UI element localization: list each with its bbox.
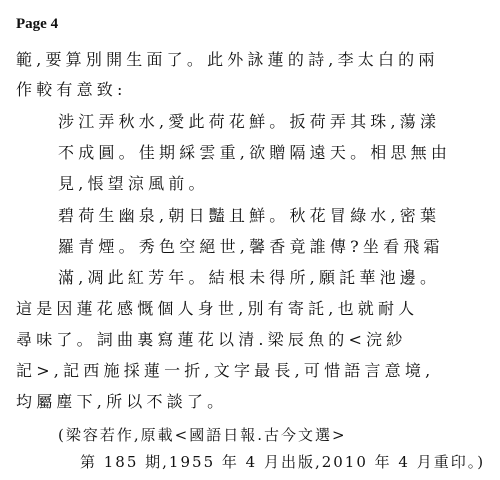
poem1-line-1: 涉江弄秋水,愛此荷花鮮。扳荷弄其珠,蕩漾 xyxy=(58,112,441,131)
poem2-line-1: 碧荷生幽泉,朝日豔且鮮。秋花冒綠水,密葉 xyxy=(58,206,441,225)
source-line-2: 第 185 期,1955 年 4 月出版,2010 年 4 月重印。) xyxy=(80,453,486,471)
poem2-line-2: 羅青煙。秀色空絕世,馨香竟誰傳?坐看飛霜 xyxy=(58,237,444,256)
intro-line-2: 作較有意致: xyxy=(16,80,127,99)
commentary-line-3: 記>,記西施採蓮一折,文字最長,可惜語言意境, xyxy=(16,361,435,380)
page-number: Page 4 xyxy=(16,16,59,32)
intro-line-1: 範,要算別開生面了。此外詠蓮的詩,李太白的兩 xyxy=(16,50,439,69)
poem1-line-3: 見,悵望涼風前。 xyxy=(58,174,209,193)
poem2-line-3: 滿,凋此紅芳年。結根未得所,願託華池邊。 xyxy=(58,268,441,287)
commentary-line-1: 這是因蓮花感慨個人身世,別有寄託,也就耐人 xyxy=(16,299,419,318)
commentary-line-2: 尋味了。詞曲裏寫蓮花以清.梁辰魚的<浣紗 xyxy=(16,330,407,349)
commentary-line-4: 均屬塵下,所以不談了。 xyxy=(16,392,228,411)
poem1-line-2: 不成圓。佳期綵雲重,欲贈隔遠天。相思無由 xyxy=(58,143,452,162)
source-line-1: (梁容若作,原載<國語日報.古今文選> xyxy=(58,426,347,444)
